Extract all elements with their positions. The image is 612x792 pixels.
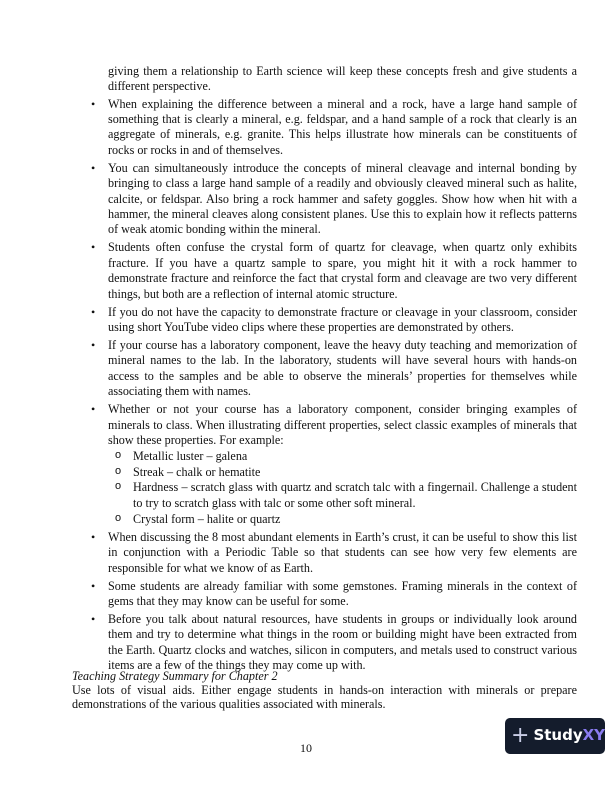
summary-heading: Teaching Strategy Summary for Chapter 2 xyxy=(72,669,278,683)
list-item: • Some students are already familiar with some gemstones. Framing minerals in the context of gems that they may know can be useful for some. xyxy=(108,579,577,610)
list-item: • Students often confuse the crystal form of quartz for cleavage, when quartz only exhibits fracture. If you have a quartz sample to spare, you might hit it with a rock hammer to demonstrate fracture and reinforce the fact that crystal form and cleavage are two very different things, but both are a reflection of internal atomic structure. xyxy=(108,240,577,302)
list-item: • If you do not have the capacity to demonstrate fracture or cleavage in your classroom, consider using short YouTube video clips where these properties are demonstrated by others. xyxy=(108,305,577,336)
teaching-tips-list xyxy=(108,94,577,674)
page-number: 10 xyxy=(300,741,312,755)
list-item: • When discussing the 8 most abundant elements in Earth’s crust, it can be useful to show this list in conjunction with a Periodic Table so that students can see how very few elements are responsible for what we know of as Earth. xyxy=(108,530,577,576)
badge-text: Study xyxy=(533,726,583,745)
studyxy-badge[interactable] xyxy=(505,718,605,754)
continuation-text: giving them a relationship to Earth science will keep these concepts fresh and give students a different perspective. xyxy=(108,64,577,94)
list-item: • You can simultaneously introduce the concepts of mineral cleavage and internal bonding by bringing to class a large hand sample of a readily and obviously cleaved mineral such as halite, calcite, or feldspar. Also bring a rock hammer and safety goggles. Show how when hit with a hammer, the mineral cleaves along consistent planes. Use this to explain how it reflects patterns of weak atomic bonding within the mineral. xyxy=(108,161,577,238)
examples-list xyxy=(108,449,577,527)
badge-text-accent: XY xyxy=(582,726,606,745)
list-item: • Before you talk about natural resources, have students in groups or individually look around them and try to determine what things in the room or building might have been extracted from the Earth. Quartz clocks and watches, silicon in computers, and metals used to construct various items are a few of the things they may come up with. xyxy=(108,612,577,674)
plus-icon: + xyxy=(511,723,530,749)
example-item: o Metallic luster – galena xyxy=(133,449,577,464)
example-item: o Crystal form – halite or quartz xyxy=(133,512,577,527)
example-item: o Streak – chalk or hematite xyxy=(133,465,577,480)
list-item: • When explaining the difference between a mineral and a rock, have a large hand sample of something that is clearly a mineral, e.g. feldspar, and a hand sample of a rock that clearly is an aggregate of minerals, e.g. granite. This helps illustrate how minerals can be constituents of rocks or rocks in and of themselves. xyxy=(108,97,577,159)
list-item xyxy=(108,402,577,527)
example-item: o Hardness – scratch glass with quartz and scratch talc with a fingernail. Challenge a student to try to scratch glass with talc or some other soft mineral. xyxy=(133,480,577,511)
summary-text: Use lots of visual aids. Either engage students in hands-on interaction with minerals or prepare demonstrations of the various qualities associated with minerals. xyxy=(72,683,577,711)
summary-section xyxy=(72,669,577,711)
list-item-text: Whether or not your course has a laboratory component, consider bringing examples of minerals to class. When illustrating different properties, select classic examples of minerals that show these properties. For example: xyxy=(108,402,577,448)
list-item: • If your course has a laboratory component, leave the heavy duty teaching and memorization of mineral names to the lab. In the laboratory, students will have several hours with hands-on access to the samples and be able to observe the minerals’ properties for themselves while associating them with names. xyxy=(108,338,577,400)
